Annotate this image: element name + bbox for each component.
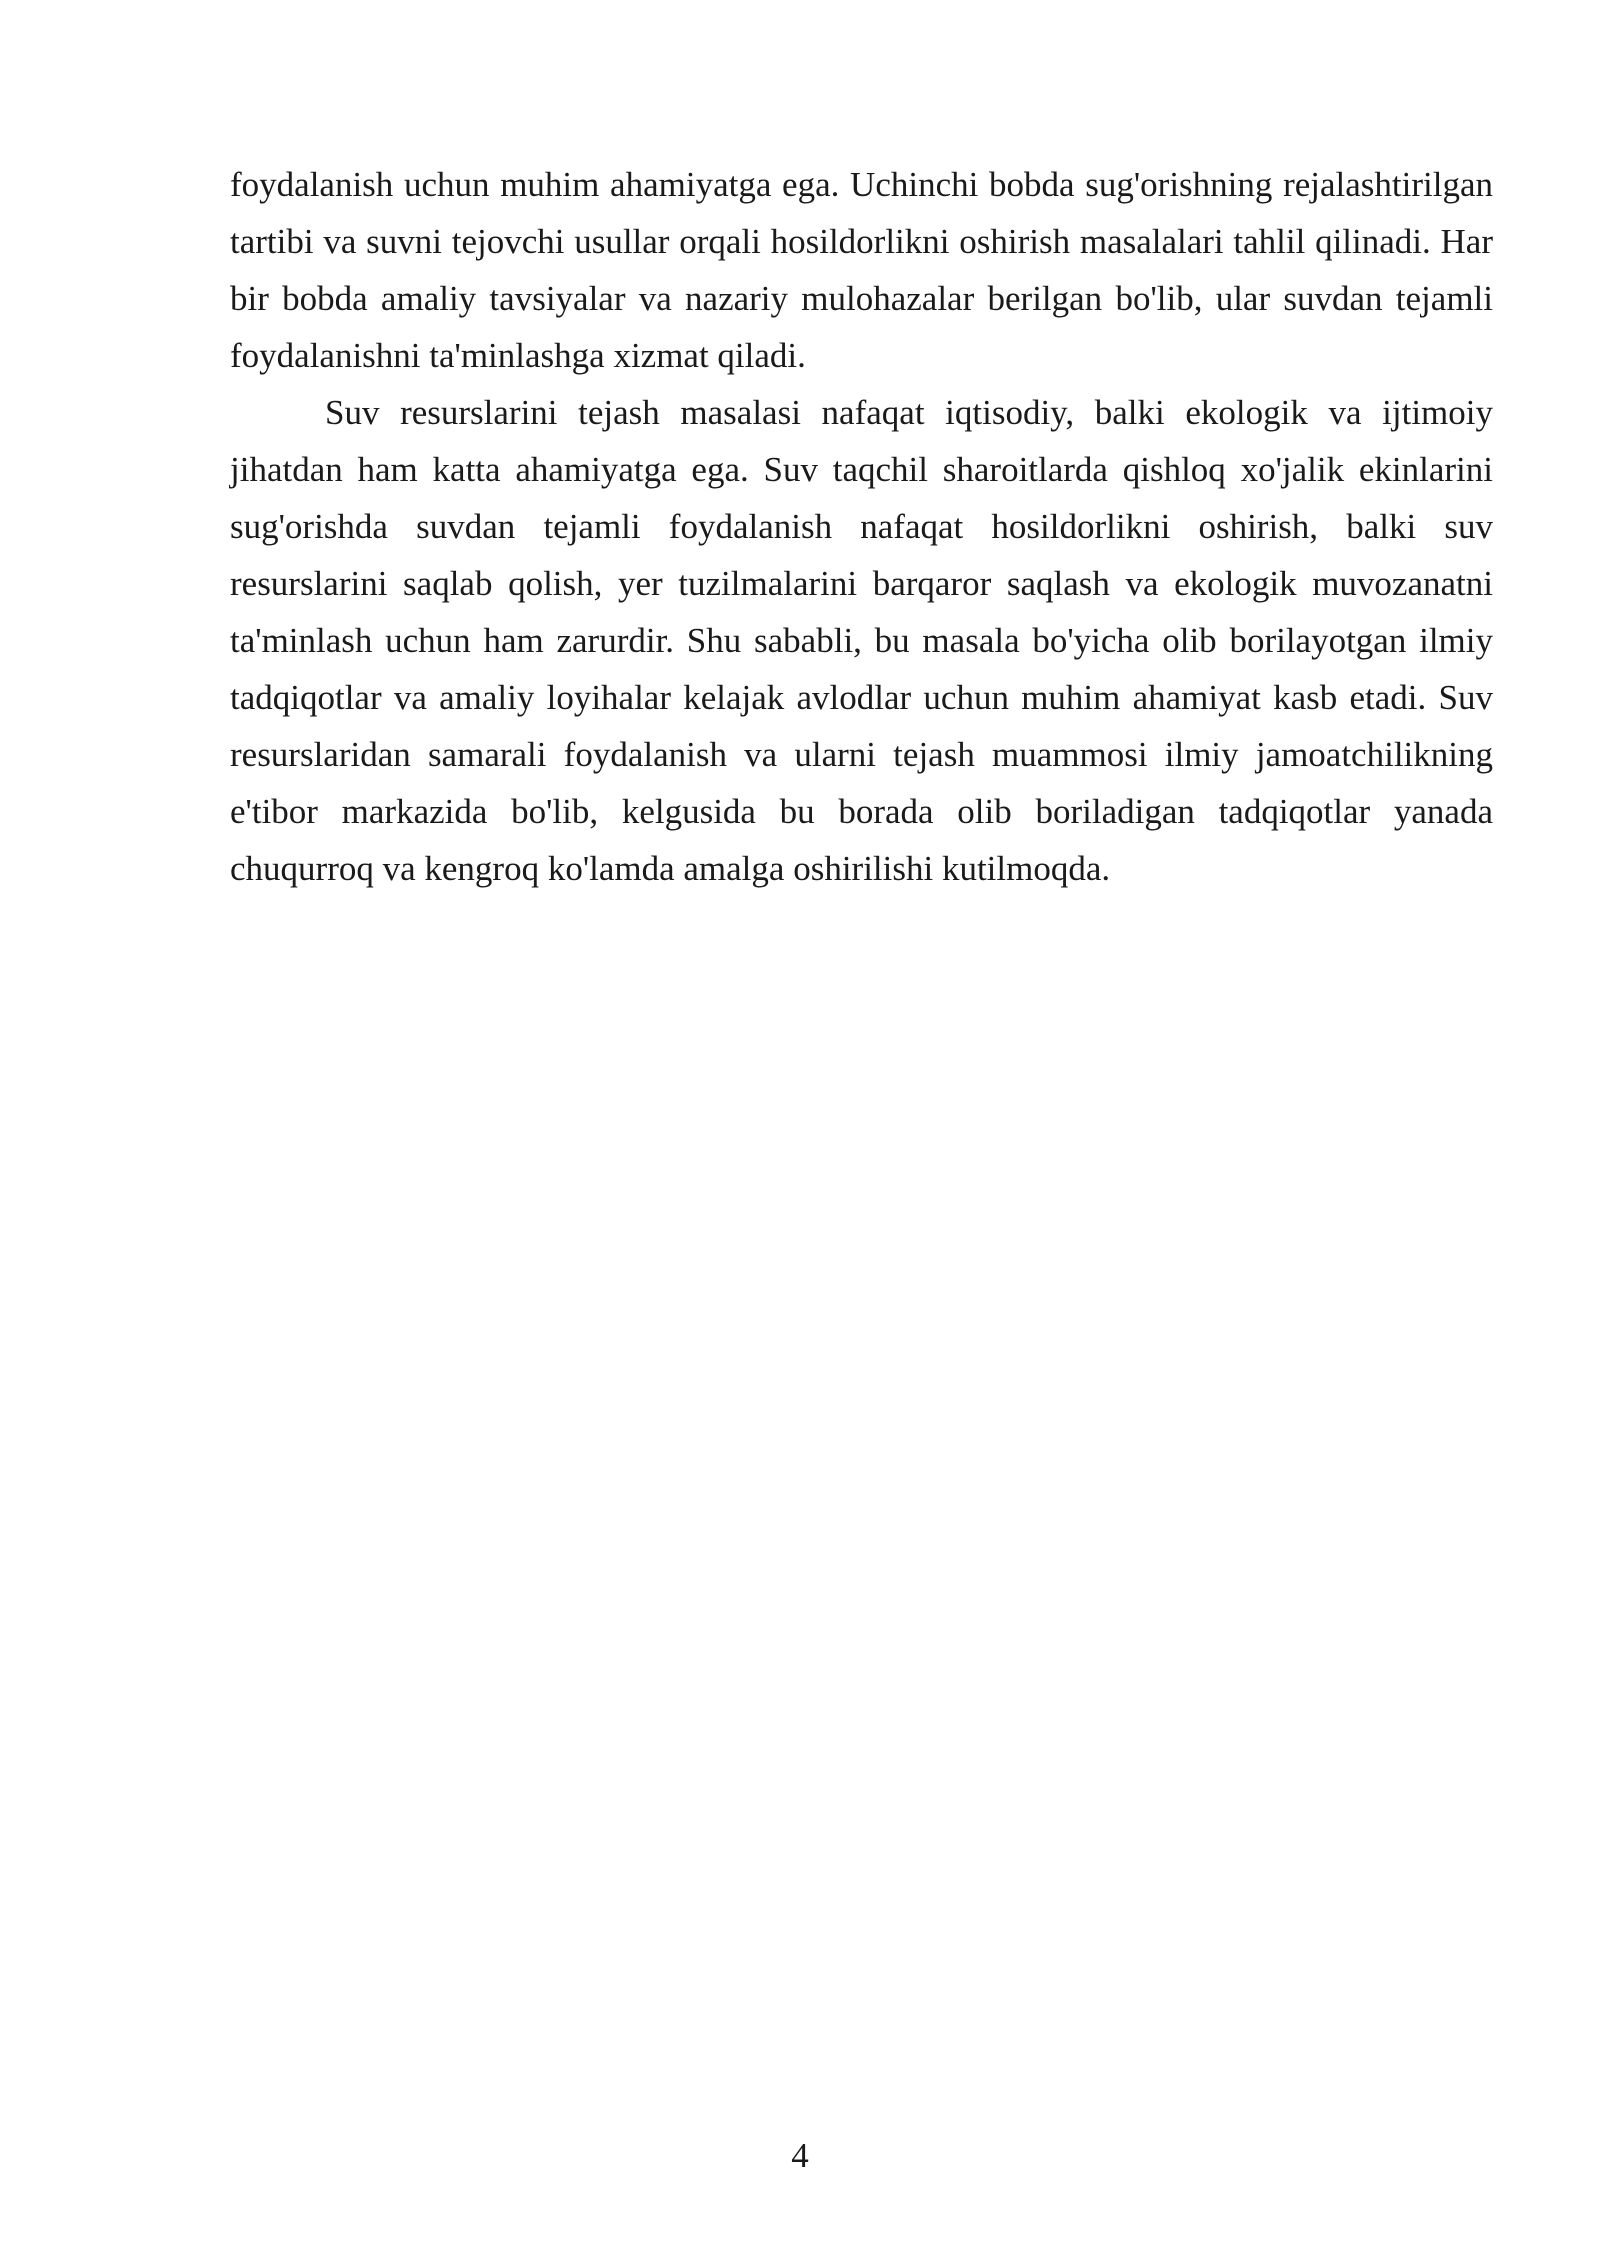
paragraph-water-saving: Suv resurslarini tejash masalasi nafaqat iqtisodiy, balki ekologik va ijtimoiy jihatdan ham katta ahamiyatga ega. Suv taqchil sharoitlarda qishloq xo'jalik ekinlarini sug'orishda suvdan tejamli foydalanish nafaqat hosildorlikni oshirish, balki suv resurslarini saqlab qolish, yer tuzilmalarini barqaror saqlash va ekologik muvozanatni ta'minlash uchun ham zarurdir. Shu sababli, bu masala bo'yicha olib borilayotgan ilmiy tadqiqotlar va amaliy loyihalar kelajak avlodlar uchun muhim ahamiyat kasb etadi. Suv resurslaridan samarali foydalanish va ularni tejash muammosi ilmiy jamoatchilikning e'tibor markazida bo'lib, kelgusida bu borada olib boriladigan tadqiqotlar yanada chuqurroq va kengroq ko'lamda amalga oshirilishi kutilmoqda. <box>230 393 1493 888</box>
paragraph-continuation: foydalanish uchun muhim ahamiyatga ega. Uchinchi bobda sug'orishning rejalashtirilgan tartibi va suvni tejovchi usullar orqali hosildorlikni oshirish masalalari tahlil qilinadi. Har bir bobda amaliy tavsiyalar va nazariy mulohazalar berilgan bo'lib, ular suvdan tejamli foydalanishni ta'minlashga xizmat qiladi. <box>230 165 1493 375</box>
body-text <box>230 156 1493 897</box>
page-number: 4 <box>791 2136 809 2175</box>
